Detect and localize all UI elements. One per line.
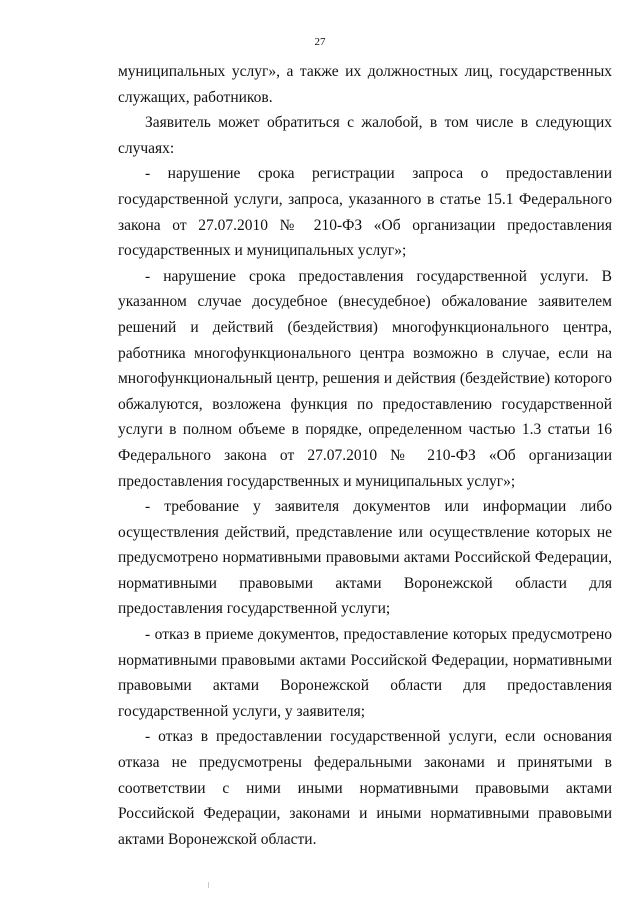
paragraph-complaint-intro: Заявитель может обратиться с жалобой, в том числе в следующих случаях:: [118, 114, 612, 157]
paragraph-continuation: муниципальных услуг», а также их должностных лиц, государственных служащих, работников.: [118, 63, 612, 106]
list-item-service-deadline: - нарушение срока предоставления государственной услуги. В указанном случае досудебное (внесудебное) обжалование заявителем решений и действий (бездействия) многофункционального центра, работника многофункционального центра возможно в случае, если на многофункциональный центр, решения и действия (бездействие) которого обжалуются, возложена функция по предоставлению государственной услуги в полном объеме в порядке, определенном частью 1.3 статьи 16 Федерального закона от 27.07.2010 № 210-ФЗ «Об организации предоставления государственных и муниципальных услуг»;: [118, 267, 612, 490]
list-item-registration-deadline: - нарушение срока регистрации запроса о предоставлении государственной услуги, запроса, указанного в статье 15.1 Федерального закона от 27.07.2010 № 210-ФЗ «Об организации предоставления государственных и муниципальных услуг»;: [118, 165, 612, 260]
scan-artifact: [208, 882, 209, 888]
list-item-document-requirement: - требование у заявителя документов или информации либо осуществления действий, представление или осуществление которых не предусмотрено нормативными правовыми актами Российской Федерации, нормативными правовыми актами Воронежской области для предоставления государственной услуги;: [118, 498, 612, 618]
document-body: [118, 59, 612, 852]
page-number: 27: [314, 36, 326, 48]
list-item-refusal-of-service: - отказ в предоставлении государственной услуги, если основания отказа не предусмотрены федеральными законами и принятыми в соответствии с ними иными нормативными правовыми актами Российской Федерации, законами и иными нормативными правовыми актами Воронежской области.: [118, 728, 612, 848]
list-item-refusal-to-accept: - отказ в приеме документов, предоставление которых предусмотрено нормативными правовыми актами Российской Федерации, нормативными правовыми актами Воронежской области для предоставления государственной услуги, у заявителя;: [118, 626, 612, 720]
